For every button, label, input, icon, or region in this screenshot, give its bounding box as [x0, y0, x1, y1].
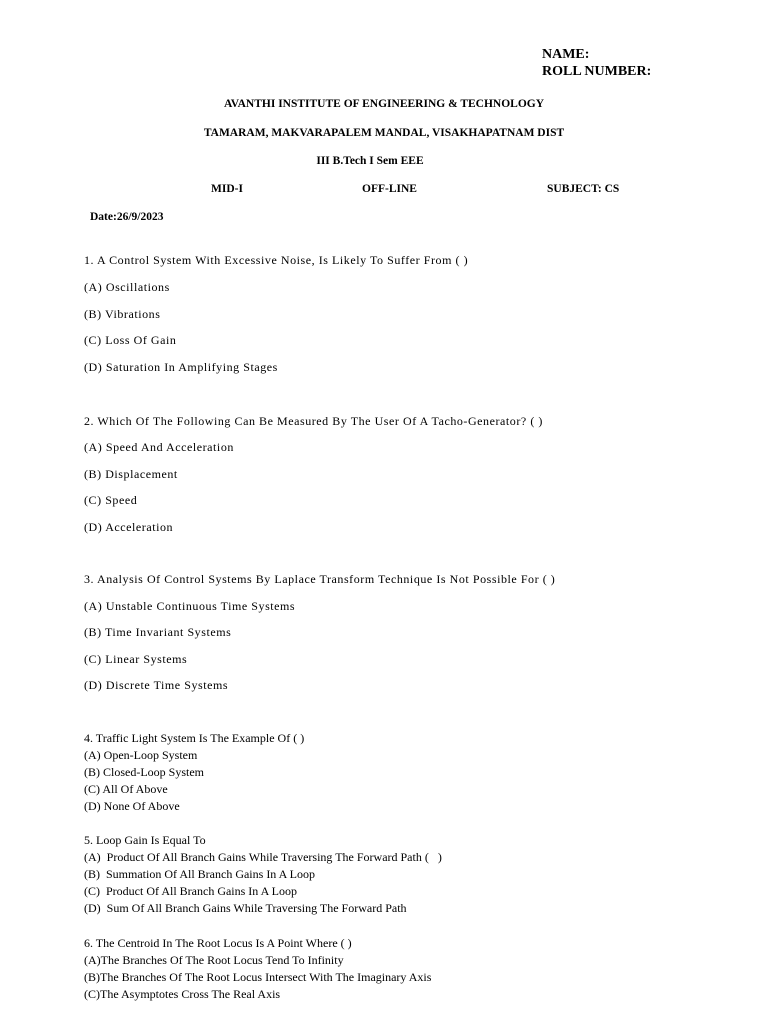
question-4-option-b: (B) Closed-Loop System [84, 765, 204, 779]
course-line: III B.Tech I Sem EEE [316, 155, 424, 167]
question-3-text: 3. Analysis Of Control Systems By Laplace Transform Technique Is Not Possible For ( ) [84, 572, 556, 586]
question-2-text: 2. Which Of The Following Can Be Measured By The User Of A Tacho-Generator? ( ) [84, 414, 543, 428]
question-6-option-c: (C)The Asymptotes Cross The Real Axis [84, 987, 281, 1001]
question-3-option-c: (C) Linear Systems [84, 652, 188, 666]
subject-label: SUBJECT: CS [547, 183, 620, 195]
question-4-option-c: (C) All Of Above [84, 782, 168, 796]
question-3-option-b: (B) Time Invariant Systems [84, 625, 232, 639]
question-2-option-a: (A) Speed And Acceleration [84, 440, 234, 454]
question-1-text: 1. A Control System With Excessive Noise, Is Likely To Suffer From ( ) [84, 253, 469, 267]
exam-name: MID-I [211, 183, 243, 195]
question-5-option-b: (B) Summation Of All Branch Gains In A Loop [84, 867, 315, 881]
question-1-option-c: (C) Loss Of Gain [84, 333, 177, 347]
question-2-option-c: (C) Speed [84, 493, 138, 507]
name-field-label: NAME: [542, 47, 590, 62]
question-5-option-d: (D) Sum Of All Branch Gains While Traversing The Forward Path [84, 901, 407, 915]
question-1-option-a: (A) Oscillations [84, 280, 170, 294]
question-3-option-d: (D) Discrete Time Systems [84, 678, 229, 692]
exam-date: Date:26/9/2023 [90, 211, 164, 223]
question-4-option-a: (A) Open-Loop System [84, 748, 198, 762]
question-6-text: 6. The Centroid In The Root Locus Is A Point Where ( ) [84, 936, 352, 950]
question-5-option-a: (A) Product Of All Branch Gains While Traversing The Forward Path ( ) [84, 850, 442, 864]
exam-mode: OFF-LINE [362, 183, 417, 195]
question-5-option-c: (C) Product Of All Branch Gains In A Loop [84, 884, 297, 898]
roll-number-field-label: ROLL NUMBER: [542, 64, 652, 79]
question-5-text: 5. Loop Gain Is Equal To [84, 833, 206, 847]
question-3-option-a: (A) Unstable Continuous Time Systems [84, 599, 296, 613]
question-1-option-b: (B) Vibrations [84, 307, 161, 321]
question-4-option-d: (D) None Of Above [84, 799, 180, 813]
question-6-option-b: (B)The Branches Of The Root Locus Intersect With The Imaginary Axis [84, 970, 432, 984]
question-6-option-a: (A)The Branches Of The Root Locus Tend To Infinity [84, 953, 344, 967]
question-2-option-b: (B) Displacement [84, 467, 178, 481]
institute-name: AVANTHI INSTITUTE OF ENGINEERING & TECHNOLOGY [223, 98, 545, 110]
question-2-option-d: (D) Acceleration [84, 520, 174, 534]
institute-address: TAMARAM, MAKVARAPALEM MANDAL, VISAKHAPATNAM DIST [203, 127, 565, 139]
question-1-option-d: (D) Saturation In Amplifying Stages [84, 360, 278, 374]
question-4-text: 4. Traffic Light System Is The Example Of ( ) [84, 731, 305, 745]
